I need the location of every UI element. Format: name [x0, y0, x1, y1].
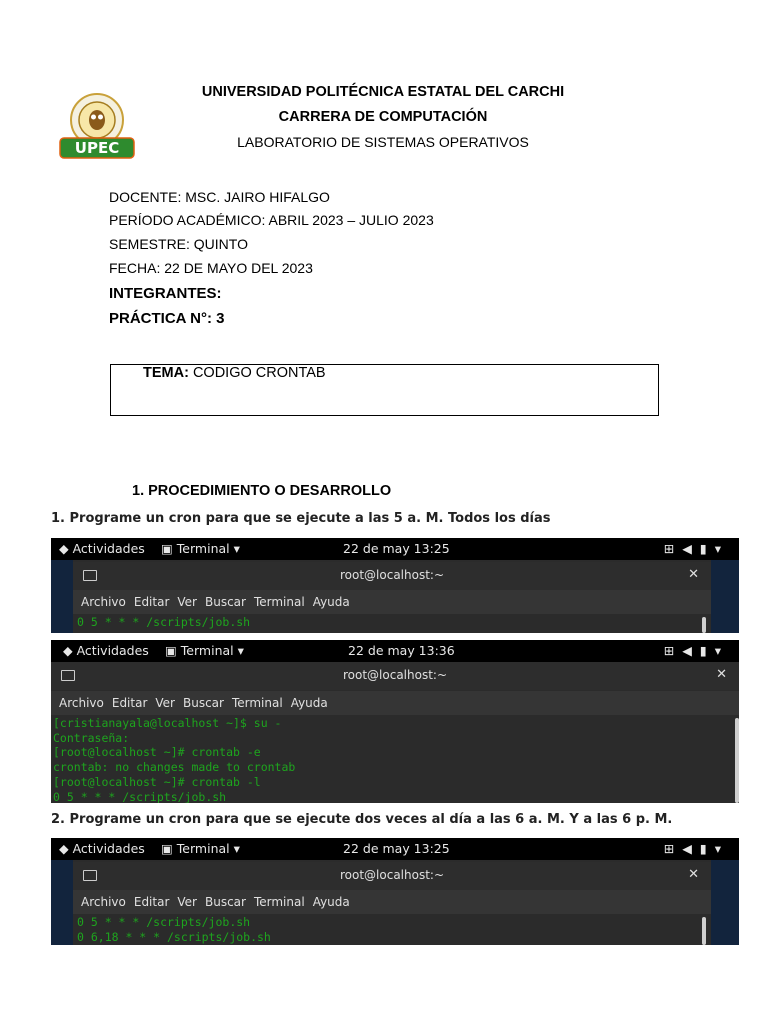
menu-bar: [51, 691, 739, 715]
activities-label[interactable]: ◆ Actividades: [59, 541, 145, 556]
menu-ayuda[interactable]: Ayuda: [312, 595, 350, 609]
question-1: 1. Programe un cron para que se ejecute a las 5 a. M. Todos los días: [51, 511, 551, 526]
scrollbar[interactable]: [735, 718, 739, 803]
semestre-line: SEMESTRE: QUINTO: [109, 236, 248, 252]
periodo-line: PERÍODO ACADÉMICO: ABRIL 2023 – JULIO 2023: [109, 212, 434, 228]
terminal-screenshot-2: [51, 640, 739, 803]
logo-text: UPEC: [74, 139, 120, 157]
window-titlebar: [73, 562, 711, 590]
tema-line: [143, 365, 326, 381]
menu-bar: [73, 890, 711, 914]
fecha-line: FECHA: 22 DE MAYO DEL 2023: [109, 260, 313, 276]
menu-ver[interactable]: Ver: [155, 696, 175, 710]
gnome-topbar: [51, 838, 739, 860]
menu-archivo[interactable]: Archivo: [81, 595, 126, 609]
tema-value: CODIGO CRONTAB: [188, 365, 326, 381]
menu-editar[interactable]: Editar: [133, 595, 170, 609]
terminal-screenshot-3: [51, 838, 739, 945]
menu-ver[interactable]: Ver: [177, 895, 197, 909]
desktop-edge: [711, 860, 739, 945]
gnome-topbar: [51, 640, 739, 662]
desktop-edge: [711, 560, 739, 633]
scrollbar[interactable]: [702, 917, 706, 945]
scrollbar[interactable]: [702, 617, 706, 633]
system-tray-icons[interactable]: ⊞◀▮▾: [663, 643, 729, 658]
window-title: root@localhost:~: [342, 668, 448, 682]
clock: 22 de may 13:25: [343, 541, 450, 556]
question-2: 2. Programe un cron para que se ejecute dos veces al día a las 6 a. M. Y a las 6 p. M.: [51, 812, 673, 827]
system-tray-icons[interactable]: ⊞◀▮▾: [663, 541, 729, 556]
menu-buscar[interactable]: Buscar: [182, 696, 224, 710]
terminal-screenshot-1: [51, 538, 739, 633]
window-title: root@localhost:~: [339, 868, 445, 882]
close-icon[interactable]: ✕: [688, 867, 699, 882]
activities-label[interactable]: ◆ Actividades: [63, 643, 149, 658]
close-icon[interactable]: ✕: [688, 567, 699, 582]
lab-title: LABORATORIO DE SISTEMAS OPERATIVOS: [237, 134, 529, 150]
window-title: root@localhost:~: [339, 568, 445, 582]
integrantes-line: INTEGRANTES:: [109, 285, 222, 302]
menu-buscar[interactable]: Buscar: [204, 595, 246, 609]
desktop-edge: [51, 860, 73, 945]
terminal-app-menu[interactable]: ▣ Terminal ▾: [161, 541, 240, 556]
terminal-output[interactable]: [cristianayala@localhost ~]$ su - Contraseña: [root@localhost ~]# crontab -e crontab: no changes made to crontab [root@localhost ~]# crontab -l 0 5 * * * /scripts/job.sh: [51, 716, 733, 803]
terminal-app-menu[interactable]: ▣ Terminal ▾: [161, 841, 240, 856]
menu-archivo[interactable]: Archivo: [81, 895, 126, 909]
practica-line: PRÁCTICA N°: 3: [109, 310, 225, 327]
terminal-app-menu[interactable]: ▣ Terminal ▾: [165, 643, 244, 658]
menu-buscar[interactable]: Buscar: [204, 895, 246, 909]
menu-ver[interactable]: Ver: [177, 595, 197, 609]
menu-editar[interactable]: Editar: [111, 696, 148, 710]
gnome-topbar: [51, 538, 739, 560]
university-title: UNIVERSIDAD POLITÉCNICA ESTATAL DEL CARCHI: [201, 84, 565, 100]
upec-logo: [56, 92, 138, 164]
terminal-output[interactable]: 0 5 * * * /scripts/job.sh: [75, 615, 711, 633]
menu-ayuda[interactable]: Ayuda: [312, 895, 350, 909]
menu-terminal[interactable]: Terminal: [253, 595, 305, 609]
career-title: CARRERA DE COMPUTACIÓN: [278, 109, 488, 125]
close-icon[interactable]: ✕: [716, 667, 727, 682]
clock: 22 de may 13:36: [348, 643, 455, 658]
desktop-edge: [51, 560, 73, 633]
menu-editar[interactable]: Editar: [133, 895, 170, 909]
menu-terminal[interactable]: Terminal: [231, 696, 283, 710]
window-titlebar: [51, 662, 739, 690]
menu-terminal[interactable]: Terminal: [253, 895, 305, 909]
section-title: 1. PROCEDIMIENTO O DESARROLLO: [132, 483, 392, 499]
system-tray-icons[interactable]: ⊞◀▮▾: [663, 841, 729, 856]
clock: 22 de may 13:25: [343, 841, 450, 856]
docente-line: DOCENTE: MSC. JAIRO HIFALGO: [109, 189, 330, 205]
terminal-output[interactable]: 0 5 * * * /scripts/job.sh 0 6,18 * * * /scripts/job.sh: [75, 915, 711, 945]
menu-archivo[interactable]: Archivo: [59, 696, 104, 710]
menu-bar: [73, 590, 711, 614]
tema-label: TEMA:: [143, 365, 189, 381]
window-titlebar: [73, 862, 711, 890]
activities-label[interactable]: ◆ Actividades: [59, 841, 145, 856]
menu-ayuda[interactable]: Ayuda: [290, 696, 328, 710]
